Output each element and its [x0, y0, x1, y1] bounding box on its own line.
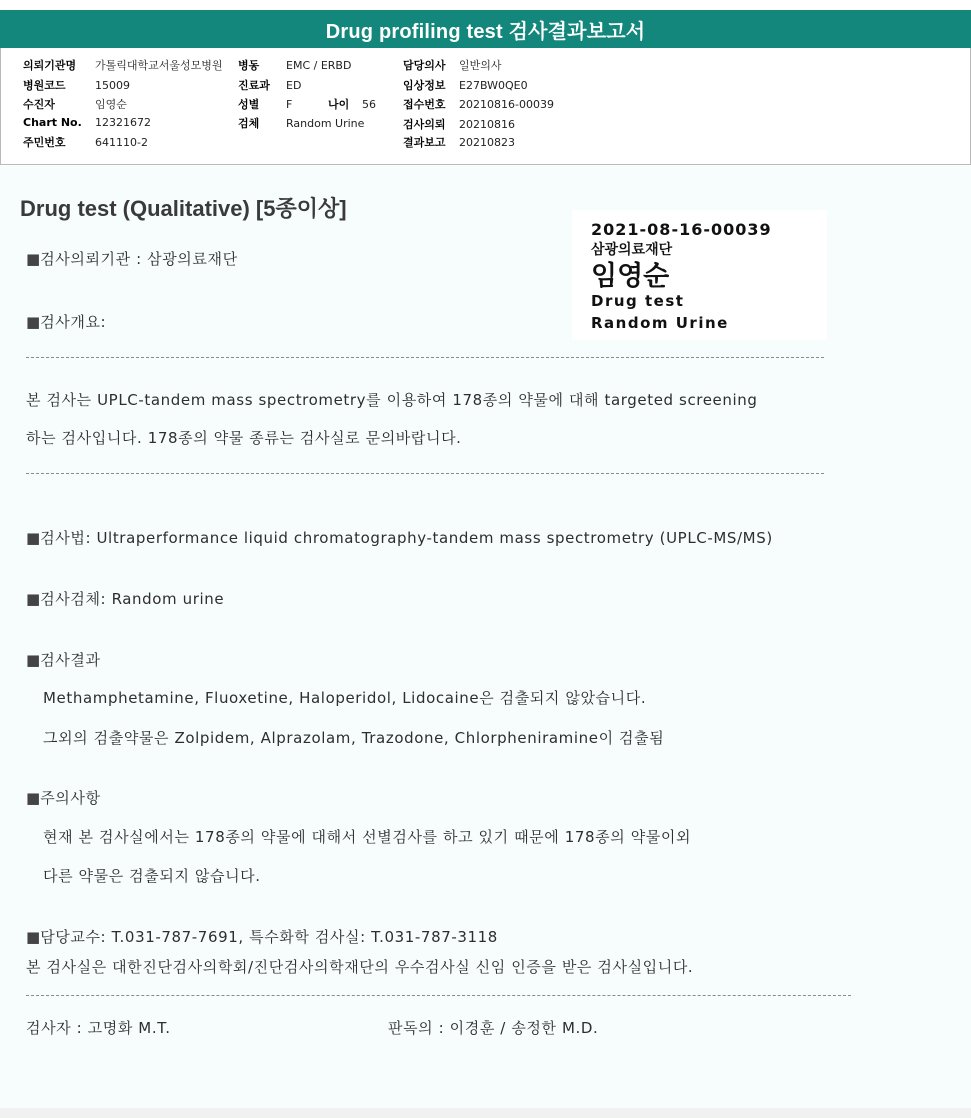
header-row-hospital-code	[23, 77, 130, 93]
notes-heading-line	[26, 787, 101, 808]
header-label: 나이	[328, 98, 350, 111]
overview-heading: 검사개요:	[40, 313, 107, 331]
contact-text: 담당교수: T.031-787-7691, 특수화학 검사실: T.031-787-3118	[40, 928, 498, 946]
header-row-specimen	[238, 115, 364, 131]
header-value: 641110-2	[95, 136, 148, 149]
test-title: Drug test (Qualitative) [5종이상]	[20, 196, 347, 221]
square-bullet-icon: ■	[26, 250, 41, 268]
header-row-request-date	[403, 116, 515, 132]
method-line	[26, 527, 773, 548]
institution-text: 검사의뢰기관 : 삼광의료재단	[40, 250, 238, 268]
certification-text: 본 검사실은 대한진단검사의학회/진단검사의학재단의 우수검사실 신임 인증을 받은 검사실입니다.	[26, 958, 694, 976]
header-row-clinical-info	[403, 77, 528, 93]
header-label: 담당의사	[403, 59, 446, 72]
square-bullet-icon: ■	[26, 789, 41, 807]
header-row-receipt-no	[403, 96, 554, 112]
header-label: 검사의뢰	[403, 118, 446, 131]
header-row-ward	[238, 57, 351, 73]
result-heading-line	[26, 649, 101, 670]
overview-heading-line	[26, 311, 106, 332]
header-value: F	[286, 98, 293, 111]
notes-text-1: 현재 본 검사실에서는 178종의 약물에 대해서 선별검사를 하고 있기 때문에 178종의 약물이외	[43, 828, 692, 846]
scanned-report	[0, 166, 971, 1108]
header-row-physician	[403, 57, 502, 73]
stamp-org: 삼광의료재단	[591, 242, 673, 258]
specimen-text: 검사검체: Random urine	[40, 590, 225, 608]
header-value: 임영순	[95, 98, 127, 111]
header-value: Random Urine	[286, 117, 365, 130]
result-heading: 검사결과	[40, 651, 101, 669]
specimen-line	[26, 588, 224, 609]
header-value: 20210823	[459, 136, 515, 149]
header-label: 주민번호	[23, 136, 66, 149]
header-value: EMC / ERBD	[286, 59, 352, 72]
header-label: 접수번호	[403, 98, 446, 111]
square-bullet-icon: ■	[26, 590, 41, 608]
report-title: Drug profiling test 검사결과보고서	[0, 10, 971, 48]
header-value: 12321672	[95, 116, 151, 129]
notes-text-2: 다른 약물은 검출되지 않습니다.	[43, 867, 261, 885]
header-row-chart-no	[23, 116, 151, 129]
square-bullet-icon: ■	[26, 529, 41, 547]
divider	[26, 995, 851, 996]
result-text-1: Methamphetamine, Fluoxetine, Haloperidol, Lidocaine은 검출되지 않았습니다.	[43, 689, 647, 707]
notes-heading: 주의사항	[40, 789, 101, 807]
specimen-label	[572, 210, 827, 340]
square-bullet-icon: ■	[26, 651, 41, 669]
header-label: 병원코드	[23, 79, 66, 92]
stamp-id: 2021-08-16-00039	[591, 220, 772, 239]
header-value: 15009	[95, 79, 130, 92]
header-label: 임상정보	[403, 79, 446, 92]
header-label: 의뢰기관명	[23, 59, 77, 72]
header-label: 병동	[238, 59, 260, 72]
institution-line	[26, 248, 238, 269]
stamp-specimen: Random Urine	[591, 314, 729, 332]
method-text: 검사법: Ultraperformance liquid chromatography-tandem mass spectrometry (UPLC-MS/MS)	[40, 529, 773, 547]
result-text-2: 그외의 검출약물은 Zolpidem, Alprazolam, Trazodone, Chlorpheniramine이 검출됨	[43, 729, 665, 747]
overview-text-1: 본 검사는 UPLC-tandem mass spectrometry를 이용하여 178종의 약물에 대해 targeted screening	[26, 391, 758, 409]
square-bullet-icon: ■	[26, 313, 41, 331]
reviewer-text: 판독의 : 이경훈 / 송정한 M.D.	[388, 1019, 599, 1037]
divider	[26, 473, 824, 474]
patient-info-header	[0, 48, 971, 165]
header-row-resident-no	[23, 134, 148, 150]
header-label: 성별	[238, 98, 260, 111]
stamp-test: Drug test	[591, 292, 685, 310]
header-row-department	[238, 77, 301, 93]
header-label: 검체	[238, 117, 260, 130]
header-label: Chart No.	[23, 116, 82, 129]
header-value: 20210816	[459, 118, 515, 131]
contact-line	[26, 926, 498, 947]
header-row-sex	[238, 96, 292, 112]
examiner-text: 검사자 : 고명화 M.T.	[26, 1019, 171, 1037]
header-row-patient	[23, 96, 127, 112]
divider	[26, 357, 824, 358]
header-row-institution	[23, 57, 223, 73]
header-value: 일반의사	[459, 59, 502, 72]
square-bullet-icon: ■	[26, 928, 41, 946]
overview-text-2: 하는 검사입니다. 178종의 약물 종류는 검사실로 문의바랍니다.	[26, 429, 462, 447]
header-value: 가톨릭대학교서울성모병원	[95, 59, 223, 72]
header-label: 수진자	[23, 98, 55, 111]
header-value: E27BW0QE0	[459, 79, 528, 92]
header-value: 20210816-00039	[459, 98, 554, 111]
header-value: 56	[362, 98, 376, 111]
header-label: 결과보고	[403, 136, 446, 149]
header-row-report-date	[403, 134, 515, 150]
header-label: 진료과	[238, 79, 270, 92]
header-value: ED	[286, 79, 302, 92]
header-row-age	[328, 96, 376, 112]
stamp-name: 임영순	[591, 261, 670, 292]
